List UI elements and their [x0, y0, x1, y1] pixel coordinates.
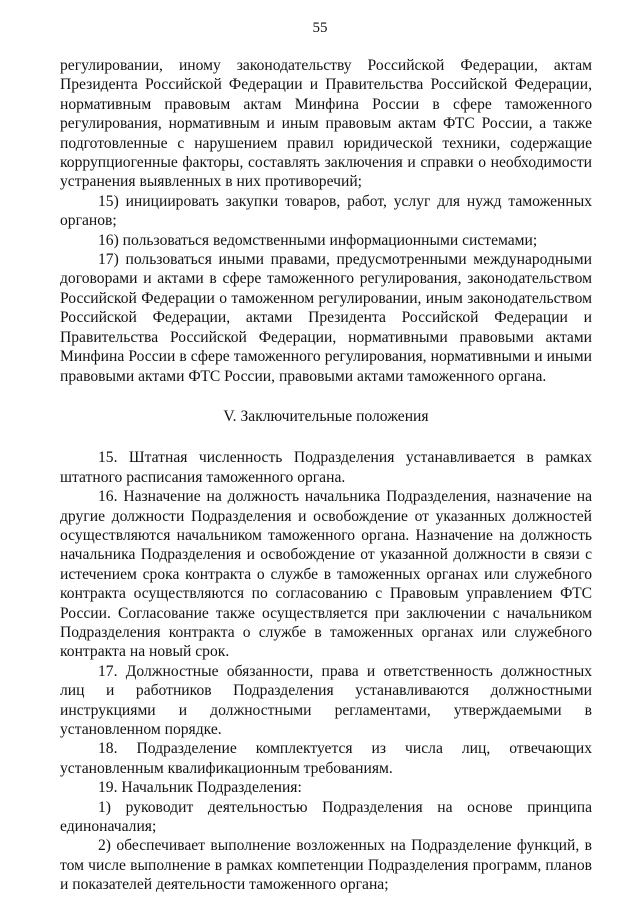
paragraph-clause-19-item-2: 2) обеспечивает выполнение возложенных на Подразделение функций, в том числе выполнение в рамках компетенции Подразделения программ, планов и показателей деятельности таможенного органа; — [60, 837, 592, 894]
document-body — [60, 56, 592, 895]
paragraph-clause-19: 19. Начальник Подразделения: — [98, 779, 302, 797]
paragraph-clause-17: 17. Должностные обязанности, права и ответственность должностных лиц и работников Подразделения устанавливаются должностными инструкциями и должностными регламентами, утверждаемыми в установленном порядке. — [60, 662, 592, 738]
paragraph-item-15: 15) инициировать закупки товаров, работ, услуг для нужд таможенных органов; — [60, 192, 592, 230]
paragraph-clause-16: 16. Назначение на должность начальника Подразделения, назначение на другие должности Подразделения и освобождение от указанных должностей осуществляются начальником таможенного органа. Назначение на должность начальника Подразделения и освобождение от указанной должности в связи с истечением срока контракта о службе в таможенных органах или служебного контракта осуществляются по согласованию с Правовым управлением ФТС России. Согласование также осуществляется при заключении с начальником Подразделения контракта о службе в таможенных органах или служебного контракта на новый срок. — [60, 488, 592, 661]
paragraph-clause-18: 18. Подразделение комплектуется из числа лиц, отвечающих установленным квалификационным требованиям. — [60, 740, 592, 777]
paragraph-item-17: 17) пользоваться иными правами, предусмотренными международными договорами и актами в сфере таможенного регулирования, законодательством Российской Федерации о таможенном регулировании, иным законодательством Российской Федерации, актами Президента Российской Федерации и Правительства Российской Федерации, нормативными правовыми актами Минфина России в сфере таможенного регулирования, нормативными и иными правовыми актами ФТС России, правовыми актами таможенного органа. — [60, 251, 592, 385]
paragraph-item-16: 16) пользоваться ведомственными информационными системами; — [98, 231, 538, 249]
paragraph-clause-19-item-1: 1) руководит деятельностью Подразделения на основе принципа единоначалия; — [60, 798, 592, 836]
paragraph-continuation: регулировании, иному законодательству Российской Федерации, актам Президента Российской Федерации и Правительства Российской Федерации, нормативным правовым актам Минфина России в сфере таможенного регулирования, нормативным и иным правовым актам ФТС России, а также подготовленные с нарушением правил юридической техники, содержащие коррупциогенные факторы, составлять заключения и справки о необходимости устранения выявленных в них противоречий; — [60, 57, 592, 191]
page-number: 55 — [312, 20, 328, 36]
section-heading: V. Заключительные положения — [223, 407, 429, 425]
paragraph-clause-15: 15. Штатная численность Подразделения устанавливается в рамках штатного расписания таможенного органа. — [60, 449, 592, 486]
